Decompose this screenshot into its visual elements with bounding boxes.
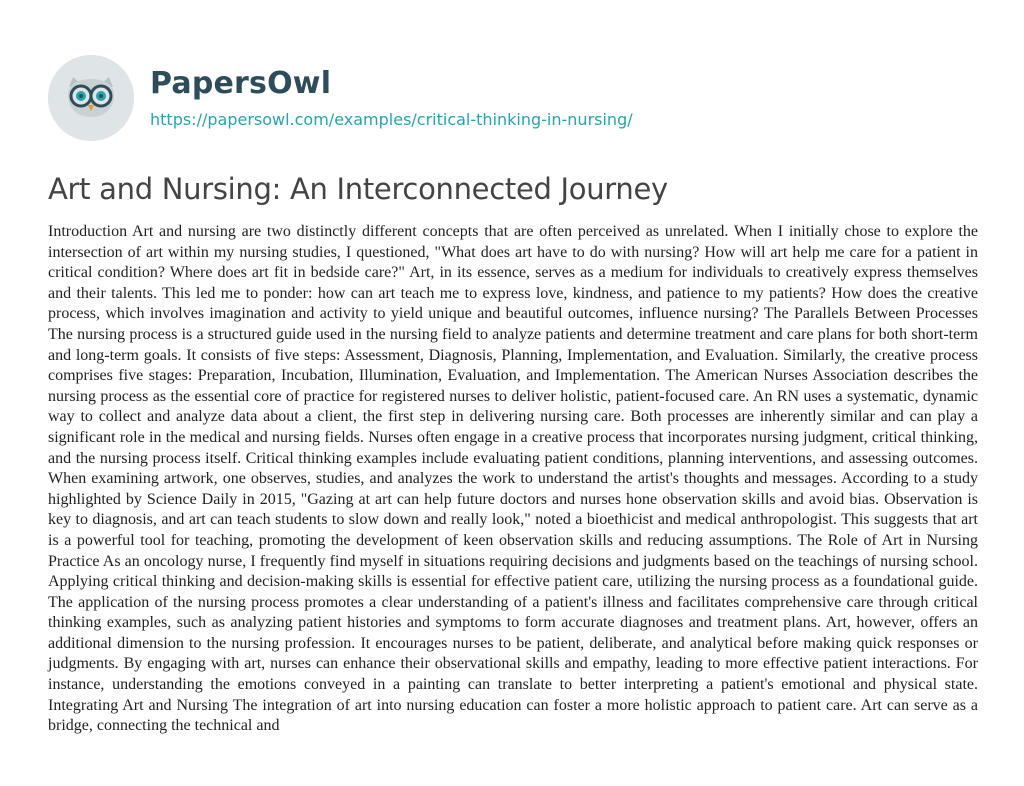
document-title: Art and Nursing: An Interconnected Journey	[48, 172, 668, 206]
owl-logo-graphic	[48, 55, 134, 141]
source-url-link[interactable]: https://papersowl.com/examples/critical-thinking-in-nursing/	[150, 109, 633, 129]
document-body: Introduction Art and nursing are two distinctly different concepts that are often perceived as unrelated. When I initially chose to explore the intersection of art within my nursing studies, I questioned, "What does art have to do with nursing? How will art help me care for a patient in critical condition? Where does art fit in bedside care?" Art, in its essence, serves as a medium for individuals to creatively express themselves and their talents. This led me to ponder: how can art teach me to express love, kindness, and patience to my patients? How does the creative process, which involves imagination and activity to yield unique and beautiful outcomes, influence nursing? The Parallels Between Processes The nursing process is a structured guide used in the nursing field to analyze patients and determine treatment and care plans for both short-term and long-term goals. It consists of five steps: Assessment, Diagnosis, Planning, Implementation, and Evaluation. Similarly, the creative process comprises five stages: Preparation, Incubation, Illumination, Evaluation, and Implementation. The American Nurses Association describes the nursing process as the essential core of practice for registered nurses to deliver holistic, patient-focused care. An RN uses a systematic, dynamic way to collect and analyze data about a client, the first step in delivering nursing care. Both processes are inherently similar and can play a significant role in the medical and nursing fields. Nurses often engage in a creative process that incorporates nursing judgment, critical thinking, and the nursing process itself. Critical thinking examples include evaluating patient conditions, planning interventions, and assessing outcomes. When examining artwork, one observes, studies, and analyzes the work to understand the artist's thoughts and messages. According to a study highlighted by Science Daily in 2015, "Gazing at art can help future doctors and nurses hone observation skills and avoid bias. Observation is key to diagnosis, and art can teach students to slow down and really look," noted a bioethicist and medical anthropologist. This suggests that art is a powerful tool for teaching, promoting the development of keen observation skills and reducing assumptions. The Role of Art in Nursing Practice As an oncology nurse, I frequently find myself in situations requiring decisions and judgments based on the teachings of nursing school. Applying critical thinking and decision-making skills is essential for effective patient care, utilizing the nursing process as a foundational guide. The application of the nursing process promotes a clear understanding of a patient's illness and facilitates comprehensive care through critical thinking examples, such as analyzing patient histories and symptoms to form accurate diagnoses and treatment plans. Art, however, offers an additional dimension to the nursing profession. It encourages nurses to be patient, deliberate, and analytical before making quick responses or judgments. By engaging with art, nurses can enhance their observational skills and empathy, leading to more effective patient interactions. For instance, understanding the emotions conveyed in a painting can translate to better interpreting a patient's emotional and physical state. Integrating Art and Nursing The integration of art into nursing education can foster a more holistic approach to patient care. Art can serve as a bridge, connecting the technical and	[48, 223, 978, 735]
brand-block	[150, 66, 633, 131]
owl-icon[interactable]	[48, 55, 134, 141]
site-header	[48, 58, 633, 138]
brand-name[interactable]: PapersOwl	[150, 65, 332, 101]
